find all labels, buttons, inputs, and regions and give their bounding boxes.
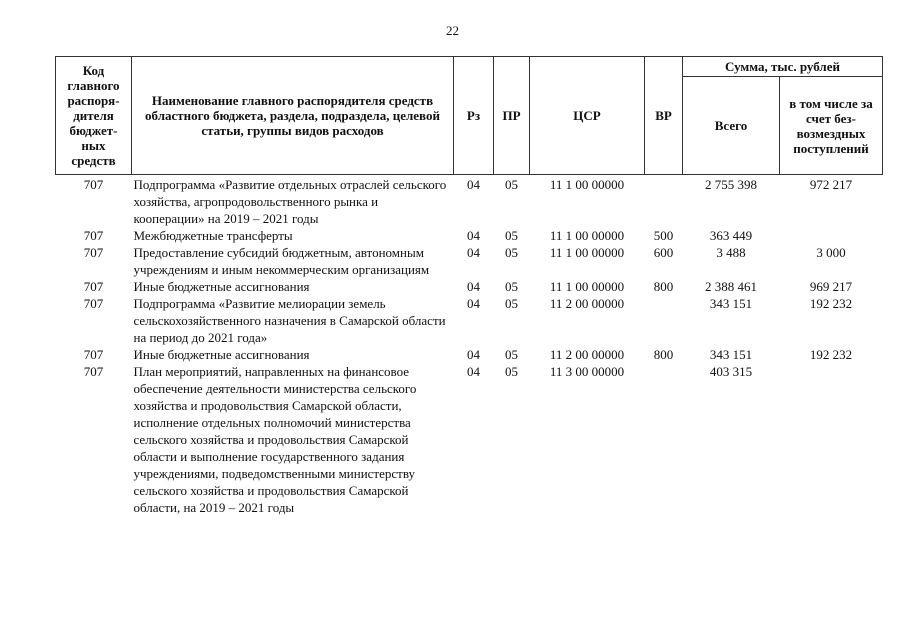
- cell-code: 707: [83, 279, 104, 294]
- cell-grant: 972 217: [809, 177, 853, 192]
- header-code: Код главного распоря-дителя бюджет-ных средств: [56, 57, 132, 175]
- cell-rz: 04: [467, 347, 480, 362]
- table-row: [56, 295, 883, 346]
- cell-vr: 800: [653, 347, 674, 362]
- cell-csr: 11 2 00 00000: [549, 347, 625, 362]
- cell-rz: 04: [467, 228, 480, 243]
- budget-table: [55, 56, 883, 516]
- cell-grant: 3 000: [816, 245, 846, 260]
- header-vr: ВР: [645, 57, 683, 175]
- table-row: [56, 363, 883, 516]
- table-row: [56, 346, 883, 363]
- cell-csr: 11 1 00 00000: [549, 279, 625, 294]
- cell-rz: 04: [467, 245, 480, 260]
- cell-code: 707: [83, 228, 104, 243]
- cell-code: 707: [83, 347, 104, 362]
- cell-rz: 04: [467, 177, 480, 192]
- header-name: Наименование главного распорядителя средств областного бюджета, раздела, подраздела, целевой статьи, группы видов расходов: [132, 57, 454, 175]
- cell-pr: 05: [505, 228, 518, 243]
- cell-grant: 192 232: [809, 347, 853, 362]
- cell-total: 403 315: [709, 364, 753, 379]
- table-row: [56, 278, 883, 295]
- cell-name: Иные бюджетные ассигнования: [133, 279, 310, 294]
- cell-total: 343 151: [709, 347, 753, 362]
- header-total: Всего: [683, 77, 780, 175]
- cell-total: 3 488: [716, 245, 746, 260]
- cell-pr: 05: [505, 279, 518, 294]
- header-grant: в том числе за счет без-возмездных поступлений: [780, 77, 883, 175]
- cell-vr: 800: [653, 279, 674, 294]
- cell-csr: 11 2 00 00000: [549, 296, 625, 311]
- header-csr: ЦСР: [530, 57, 645, 175]
- page-number: 22: [446, 23, 459, 38]
- cell-name: Подпрограмма «Развитие мелиорации земель сельскохозяйственного назначения в Самарской области на период до 2021 года»: [133, 296, 446, 345]
- cell-grant: 969 217: [809, 279, 853, 294]
- cell-vr: 600: [653, 245, 674, 260]
- cell-csr: 11 1 00 00000: [549, 177, 625, 192]
- cell-total: 363 449: [709, 228, 753, 243]
- cell-rz: 04: [467, 296, 480, 311]
- cell-csr: 11 1 00 00000: [549, 228, 625, 243]
- cell-name: План мероприятий, направленных на финансовое обеспечение деятельности министерства сельского хозяйства и продовольствия Самарской области, исполнение отдельных полномочий министерства сельского хозяйства и продовольствия Самарской области и выполнение государственного задания учреждениями, подведомственными министерству сельского хозяйства и продовольствия Самарской области, на 2019 – 2021 годы: [133, 364, 417, 515]
- cell-total: 2 388 461: [705, 279, 757, 294]
- cell-csr: 11 3 00 00000: [549, 364, 625, 379]
- cell-rz: 04: [467, 279, 480, 294]
- cell-name: Подпрограмма «Развитие отдельных отраслей сельского хозяйства, агропродовольственного рынка и кооперации» на 2019 – 2021 годы: [133, 177, 447, 226]
- cell-pr: 05: [505, 245, 518, 260]
- cell-pr: 05: [505, 177, 518, 192]
- cell-name: Предоставление субсидий бюджетным, автономным учреждениям и иным некоммерческим организациям: [133, 245, 430, 277]
- header-pr: ПР: [494, 57, 530, 175]
- cell-name: Межбюджетные трансферты: [133, 228, 293, 243]
- cell-vr: [645, 175, 683, 228]
- table-row: [56, 227, 883, 244]
- cell-code: 707: [83, 177, 104, 192]
- cell-grant: 192 232: [809, 296, 853, 311]
- cell-total: 343 151: [709, 296, 753, 311]
- cell-rz: 04: [467, 364, 480, 379]
- cell-grant: [780, 363, 883, 516]
- cell-code: 707: [83, 296, 104, 311]
- table-row: [56, 244, 883, 278]
- header-rz: Рз: [454, 57, 494, 175]
- cell-total: 2 755 398: [705, 177, 757, 192]
- table-row: [56, 175, 883, 228]
- cell-vr: 500: [653, 228, 674, 243]
- cell-pr: 05: [505, 296, 518, 311]
- cell-name: Иные бюджетные ассигнования: [133, 347, 310, 362]
- cell-code: 707: [83, 364, 104, 379]
- cell-vr: [645, 295, 683, 346]
- cell-pr: 05: [505, 364, 518, 379]
- cell-vr: [645, 363, 683, 516]
- cell-csr: 11 1 00 00000: [549, 245, 625, 260]
- cell-pr: 05: [505, 347, 518, 362]
- cell-code: 707: [83, 245, 104, 260]
- header-sum: Сумма, тыс. рублей: [683, 57, 883, 77]
- cell-grant: [780, 227, 883, 244]
